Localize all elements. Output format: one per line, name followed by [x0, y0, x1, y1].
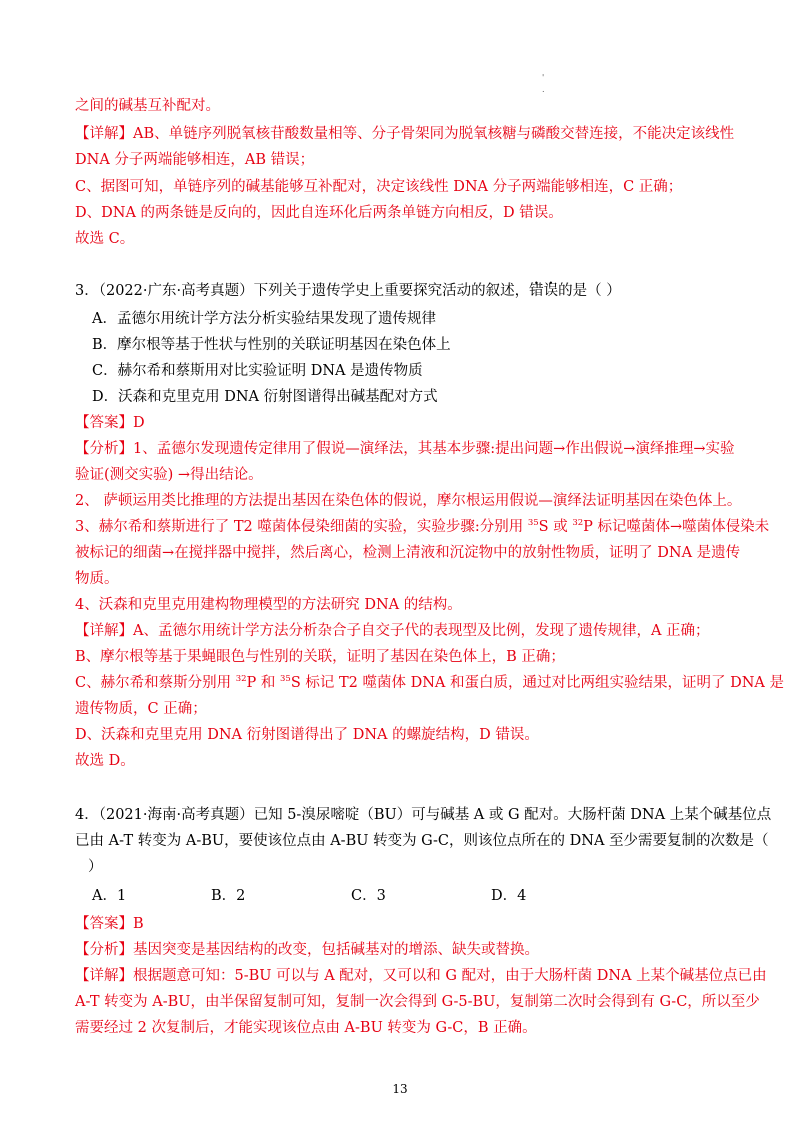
q3-stem	[75, 281, 621, 301]
q3-analysis-line: 2、 萨顿运用类比推理的方法提出基因在染色体的假说，摩尔根运用假说—演绎法证明基因在染色体上。	[75, 493, 742, 509]
q3-analysis-text: S 或	[538, 519, 573, 535]
q4-answer: 【答案】B	[75, 916, 144, 932]
q4-stem-line: 4．（2021·海南·高考真题）已知 5-溴尿嘧啶（BU）可与碱基 A 或 G 配对。大肠杆菌 DNA 上某个碱基位点	[75, 807, 772, 823]
prev-text-line: 之间的碱基互补配对。	[75, 98, 220, 114]
q3-detail-line: B、摩尔根等基于果蝇眼色与性别的关联，证明了基因在染色体上，B 正确；	[75, 649, 565, 665]
q3-detail-text: C、赫尔希和蔡斯分别用	[75, 675, 236, 691]
page-number: 13	[392, 1082, 408, 1096]
q4-option-b: B．2	[211, 888, 246, 904]
q3-detail-text: S 标记 T2 噬菌体 DNA 和蛋白质，通过对比两组实验结果，证明了 DNA 是	[290, 675, 785, 691]
q3-analysis-text: P 标记噬菌体→噬菌体侵染未	[583, 519, 770, 535]
q3-option-d: D．沃森和克里克用 DNA 衍射图谱得出碱基配对方式	[92, 389, 438, 405]
superscript: 32	[572, 518, 584, 528]
q4-analysis-line: 【分析】基因突变是基因结构的改变，包括碱基对的增添、缺失或替换。	[75, 942, 539, 958]
header-mark: .	[542, 85, 545, 94]
q3-conclusion: 故选 D。	[75, 753, 135, 769]
q3-detail-line: D、沃森和克里克用 DNA 衍射图谱得出了 DNA 的螺旋结构，D 错误。	[75, 727, 539, 743]
q3-stem-text: 3．（2022·广东·高考真题）下列关于遗传学史上重要探究活动的叙述，	[75, 283, 530, 299]
q3-analysis-line	[75, 517, 769, 537]
q4-stem-line: ）	[88, 859, 103, 875]
prev-conclusion: 故选 C。	[75, 231, 135, 247]
q4-option-d: D．4	[491, 888, 527, 904]
prev-detail-line: C、据图可知，单链序列的碱基能够互补配对，决定该线性 DNA 分子两端能够相连，C 正确；	[75, 179, 683, 195]
q4-option-a: A．1	[92, 888, 127, 904]
prev-detail-line: DNA 分子两端能够相连，AB 错误；	[75, 152, 315, 168]
q3-option-b: B．摩尔根等基于性状与性别的关联证明基因在染色体上	[92, 337, 451, 353]
q4-detail-line: A-T 转变为 A-BU，由半保留复制可知，复制一次会得到 G-5-BU，复制第二次时会得到有 G-C，所以至少	[75, 994, 760, 1010]
q4-stem-line: 已由 A-T 转变为 A-BU，要使该位点由 A-BU 转变为 G-C，则该位点所在的 DNA 至少需要复制的次数是（	[75, 833, 769, 849]
q3-emphasis-char: 错	[529, 283, 544, 299]
header-mark: '	[542, 73, 545, 82]
prev-detail-line: 【详解】AB、单链序列脱氧核苷酸数量相等、分子骨架同为脱氧核糖与磷酸交替连接，不能决定该线性	[75, 126, 735, 142]
q3-option-a: A．孟德尔用统计学方法分析实验结果发现了遗传规律	[92, 311, 436, 327]
q4-detail-line: 需要经过 2 次复制后，才能实现该位点由 A-BU 转变为 G-C，B 正确。	[75, 1020, 537, 1036]
q3-emphasis-char: 误	[543, 283, 559, 299]
q3-analysis-line: 物质。	[75, 571, 119, 587]
q3-analysis-line: 被标记的细菌→在搅拌器中搅拌，然后离心，检测上清液和沉淀物中的放射性物质，证明了 DNA 是遗传	[75, 545, 741, 561]
superscript: 32	[235, 674, 247, 684]
q4-option-c: C．3	[351, 888, 386, 904]
prev-detail-line: D、DNA 的两条链是反向的，因此自连环化后两条单链方向相反，D 错误。	[75, 205, 563, 221]
q3-detail-line: 【详解】A、孟德尔用统计学方法分析杂合子自交子代的表现型及比例，发现了遗传规律，A 正确；	[75, 623, 710, 639]
superscript: 35	[527, 518, 539, 528]
q3-analysis-text: 3、赫尔希和蔡斯进行了 T2 噬菌体侵染细菌的实验，实验步骤:分别用	[75, 519, 528, 535]
superscript: 35	[280, 674, 291, 684]
q3-answer: 【答案】D	[75, 415, 145, 431]
q4-detail-line: 【详解】根据题意可知：5-BU 可以与 A 配对，又可以和 G 配对，由于大肠杆菌 DNA 上某个碱基位点已由	[75, 968, 767, 984]
header-marks	[542, 72, 545, 96]
q3-detail-text: P 和	[246, 675, 281, 691]
q3-option-c: C．赫尔希和蔡斯用对比实验证明 DNA 是遗传物质	[92, 363, 423, 379]
q3-stem-text: 的是（ ）	[558, 283, 621, 299]
q3-detail-line: 遗传物质，C 正确；	[75, 701, 207, 717]
q3-analysis-line: 4、沃森和克里克用建构物理模型的方法研究 DNA 的结构。	[75, 597, 462, 613]
q3-analysis-line: 【分析】1、孟德尔发现遗传定律用了假说—演绎法，其基本步骤:提出问题→作出假说→演绎推理→实验	[75, 441, 735, 457]
q3-detail-line	[75, 673, 784, 693]
q3-analysis-line: 验证(测交实验) →得出结论。	[75, 467, 263, 483]
